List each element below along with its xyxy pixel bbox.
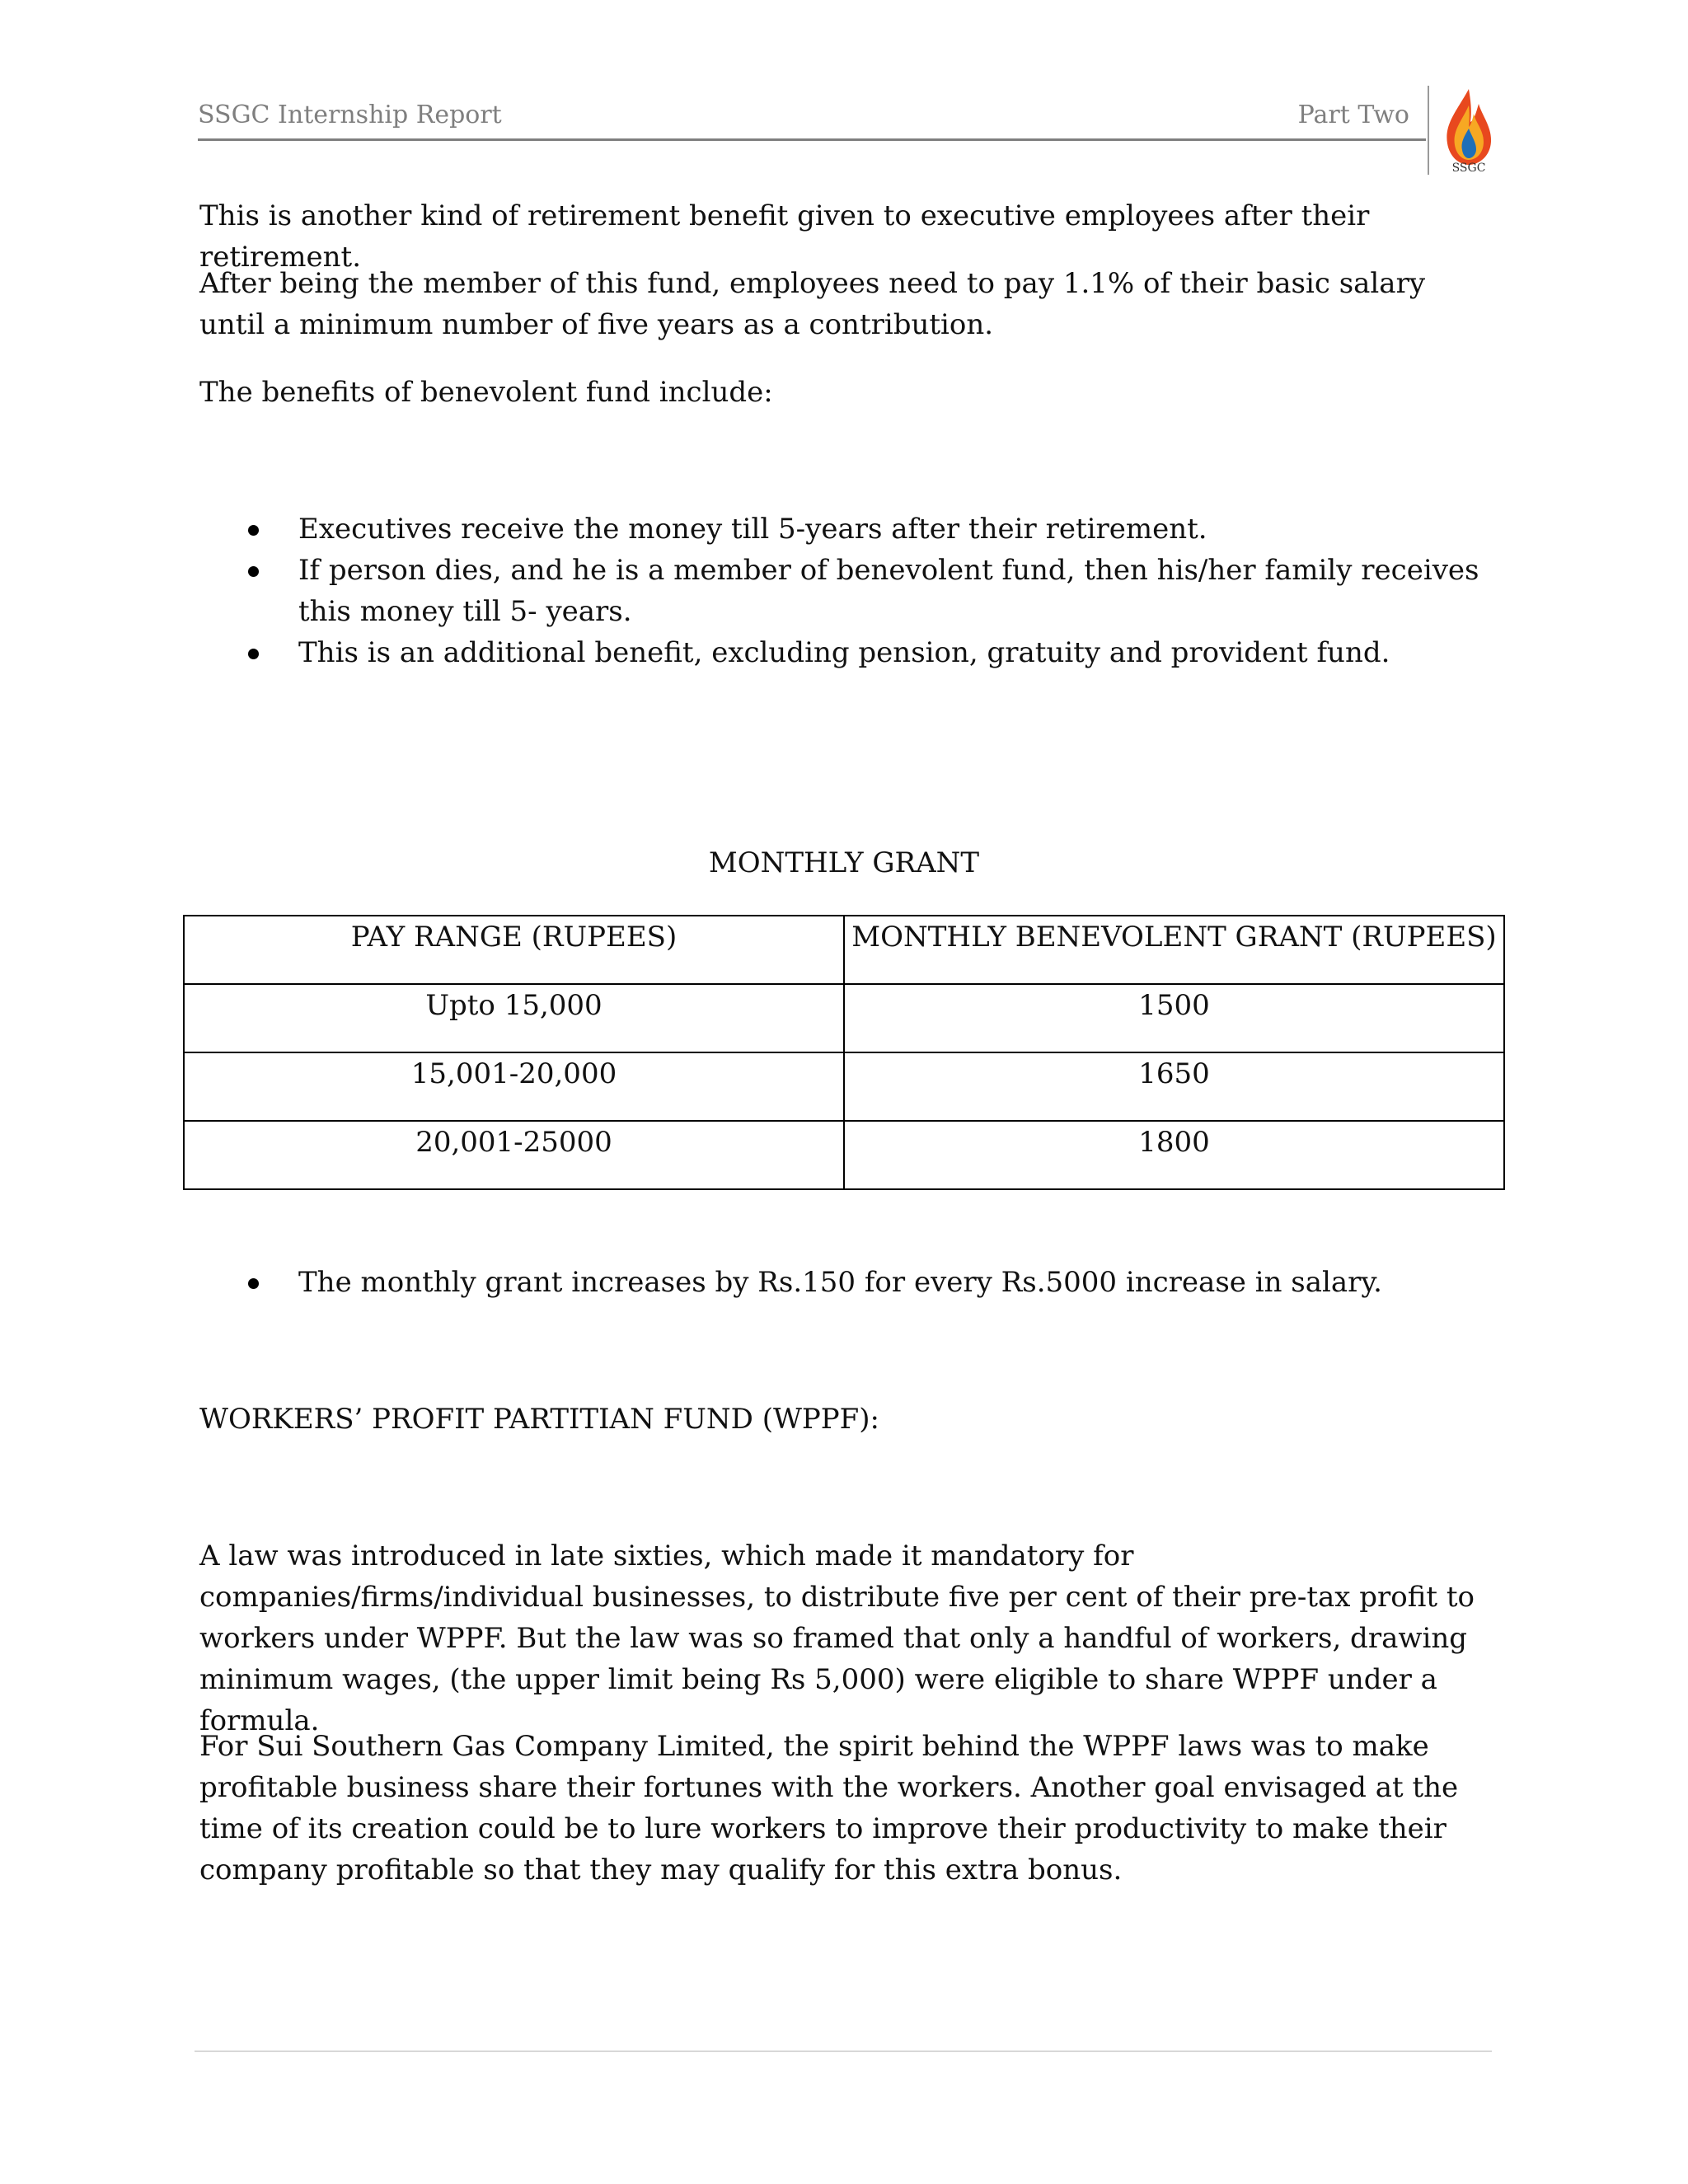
note-list bbox=[199, 1262, 1502, 1303]
bullet-icon bbox=[248, 566, 259, 577]
table-header-row bbox=[184, 916, 1504, 984]
intro-paragraph-3: The benefits of benevolent fund include: bbox=[199, 376, 773, 409]
table-cell: Upto 15,000 bbox=[184, 984, 844, 1052]
monthly-grant-table bbox=[183, 915, 1505, 1190]
list-item bbox=[199, 550, 1502, 632]
table-cell: 1650 bbox=[844, 1052, 1504, 1121]
table-cell: 1800 bbox=[844, 1121, 1504, 1189]
list-item bbox=[199, 1262, 1502, 1303]
list-item-text: The monthly grant increases by Rs.150 for every Rs.5000 increase in salary. bbox=[298, 1266, 1382, 1299]
column-header: PAY RANGE (RUPEES) bbox=[184, 916, 844, 984]
table-row bbox=[184, 1121, 1504, 1189]
page-header bbox=[198, 97, 1426, 141]
bullet-icon bbox=[248, 649, 259, 659]
list-item-text: If person dies, and he is a member of benevolent fund, then his/her family receives this money till 5- years. bbox=[298, 554, 1479, 628]
table-row bbox=[184, 1052, 1504, 1121]
bullet-icon bbox=[248, 525, 259, 536]
list-item-text: This is an additional benefit, excluding pension, gratuity and provident fund. bbox=[298, 636, 1390, 669]
intro-paragraph-1: This is another kind of retirement benefit given to executive employees after their retirement. bbox=[199, 199, 1370, 274]
footer-divider bbox=[195, 2050, 1492, 2052]
list-item bbox=[199, 632, 1502, 673]
section-heading: WORKERS’ PROFIT PARTITIAN FUND (WPPF): bbox=[199, 1403, 879, 1436]
benefits-list bbox=[199, 509, 1502, 673]
bullet-icon bbox=[248, 1278, 259, 1289]
list-item-text: Executives receive the money till 5-years after their retirement. bbox=[298, 513, 1207, 546]
list-item bbox=[199, 509, 1502, 550]
table-row bbox=[184, 984, 1504, 1052]
wppf-paragraph-2: For Sui Southern Gas Company Limited, the spirit behind the WPPF laws was to make profitable business share their fortunes with the workers. Another goal envisaged at the time of its creation could be to lure workers to improve their productivity to make their company profitable so that they may qualify for this extra bonus. bbox=[199, 1730, 1459, 1886]
header-divider bbox=[1428, 86, 1429, 175]
logo-text: SSGC bbox=[1451, 162, 1486, 175]
header-title: SSGC Internship Report bbox=[198, 101, 502, 129]
table-cell: 1500 bbox=[844, 984, 1504, 1052]
table-cell: 20,001-25000 bbox=[184, 1121, 844, 1189]
intro-paragraph-2: After being the member of this fund, employees need to pay 1.1% of their basic salary until a minimum number of five years as a contribution. bbox=[199, 267, 1426, 341]
header-section: Part Two bbox=[1297, 101, 1409, 129]
column-header: MONTHLY BENEVOLENT GRANT (RUPEES) bbox=[844, 916, 1504, 984]
table-cell: 15,001-20,000 bbox=[184, 1052, 844, 1121]
wppf-paragraph-1: A law was introduced in late sixties, which made it mandatory for companies/firms/individual businesses, to distribute five per cent of their pre-tax profit to workers under WPPF. But the law was so framed that only a handful of workers, drawing minimum wages, (the upper limit being Rs 5,000) were eligible to share WPPF under a formula. bbox=[199, 1540, 1475, 1737]
table-title: MONTHLY GRANT bbox=[708, 846, 980, 879]
